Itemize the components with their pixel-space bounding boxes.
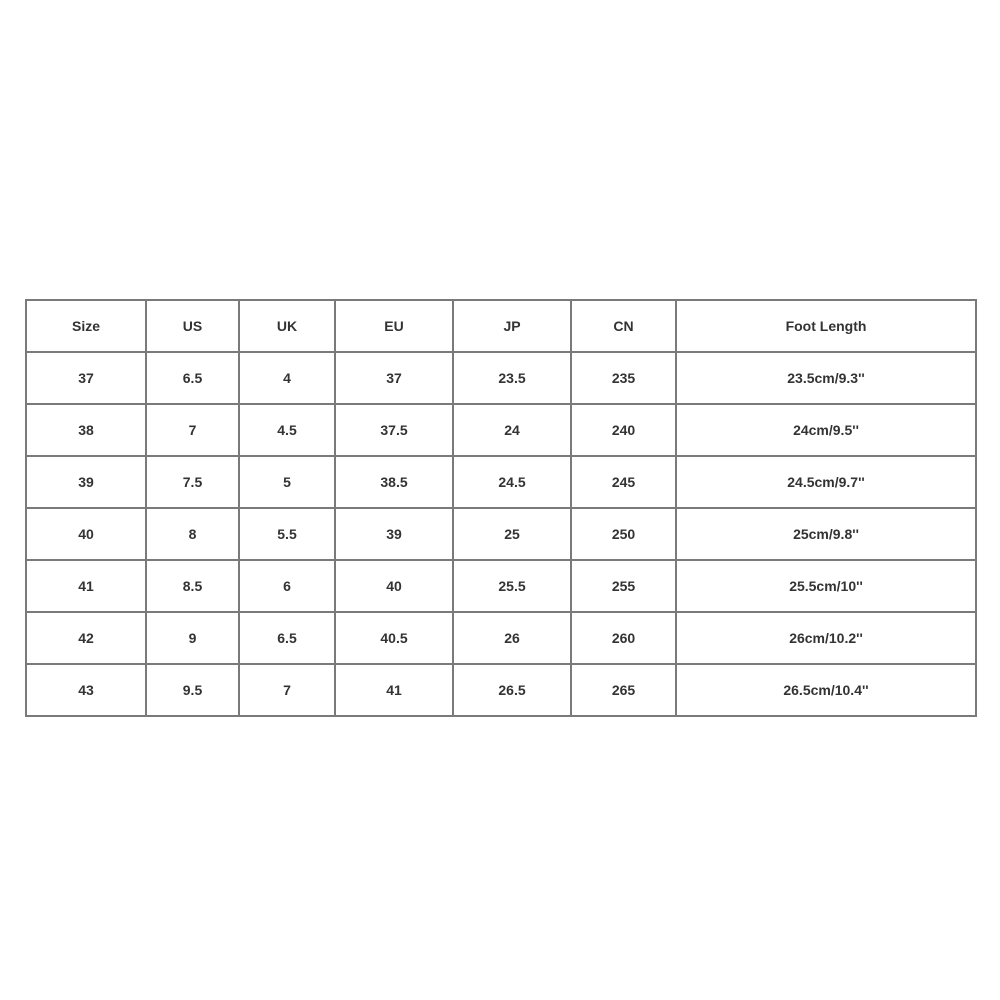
- header-row: [26, 300, 976, 352]
- cell-eu: 41: [335, 664, 453, 716]
- cell-size: 41: [26, 560, 146, 612]
- table-row: [26, 404, 976, 456]
- cell-cn: 250: [571, 508, 676, 560]
- table-row: [26, 664, 976, 716]
- cell-uk: 4: [239, 352, 335, 404]
- cell-size: 37: [26, 352, 146, 404]
- cell-jp: 24.5: [453, 456, 571, 508]
- header-foot-length: Foot Length: [676, 300, 976, 352]
- cell-uk: 5.5: [239, 508, 335, 560]
- header-eu: EU: [335, 300, 453, 352]
- cell-us: 6.5: [146, 352, 239, 404]
- cell-foot-length: 25.5cm/10'': [676, 560, 976, 612]
- cell-uk: 5: [239, 456, 335, 508]
- cell-size: 43: [26, 664, 146, 716]
- table-row: [26, 560, 976, 612]
- cell-eu: 39: [335, 508, 453, 560]
- cell-us: 7: [146, 404, 239, 456]
- cell-jp: 25.5: [453, 560, 571, 612]
- header-size: Size: [26, 300, 146, 352]
- table-row: [26, 352, 976, 404]
- cell-uk: 6: [239, 560, 335, 612]
- cell-cn: 265: [571, 664, 676, 716]
- header-us: US: [146, 300, 239, 352]
- cell-cn: 235: [571, 352, 676, 404]
- cell-jp: 26: [453, 612, 571, 664]
- cell-uk: 6.5: [239, 612, 335, 664]
- cell-size: 38: [26, 404, 146, 456]
- cell-size: 42: [26, 612, 146, 664]
- cell-eu: 38.5: [335, 456, 453, 508]
- size-chart-table: [25, 299, 977, 717]
- cell-foot-length: 24.5cm/9.7'': [676, 456, 976, 508]
- table-row: [26, 456, 976, 508]
- cell-foot-length: 26cm/10.2'': [676, 612, 976, 664]
- cell-foot-length: 23.5cm/9.3'': [676, 352, 976, 404]
- cell-cn: 245: [571, 456, 676, 508]
- header-jp: JP: [453, 300, 571, 352]
- cell-foot-length: 26.5cm/10.4'': [676, 664, 976, 716]
- table-row: [26, 508, 976, 560]
- cell-us: 9: [146, 612, 239, 664]
- cell-us: 7.5: [146, 456, 239, 508]
- cell-cn: 260: [571, 612, 676, 664]
- cell-us: 8.5: [146, 560, 239, 612]
- cell-foot-length: 25cm/9.8'': [676, 508, 976, 560]
- cell-jp: 26.5: [453, 664, 571, 716]
- cell-eu: 40.5: [335, 612, 453, 664]
- cell-size: 40: [26, 508, 146, 560]
- cell-us: 9.5: [146, 664, 239, 716]
- cell-jp: 24: [453, 404, 571, 456]
- cell-eu: 37.5: [335, 404, 453, 456]
- cell-uk: 7: [239, 664, 335, 716]
- cell-size: 39: [26, 456, 146, 508]
- header-cn: CN: [571, 300, 676, 352]
- header-uk: UK: [239, 300, 335, 352]
- cell-jp: 23.5: [453, 352, 571, 404]
- cell-uk: 4.5: [239, 404, 335, 456]
- cell-us: 8: [146, 508, 239, 560]
- cell-cn: 240: [571, 404, 676, 456]
- cell-eu: 37: [335, 352, 453, 404]
- table-row: [26, 612, 976, 664]
- cell-foot-length: 24cm/9.5'': [676, 404, 976, 456]
- cell-cn: 255: [571, 560, 676, 612]
- cell-jp: 25: [453, 508, 571, 560]
- cell-eu: 40: [335, 560, 453, 612]
